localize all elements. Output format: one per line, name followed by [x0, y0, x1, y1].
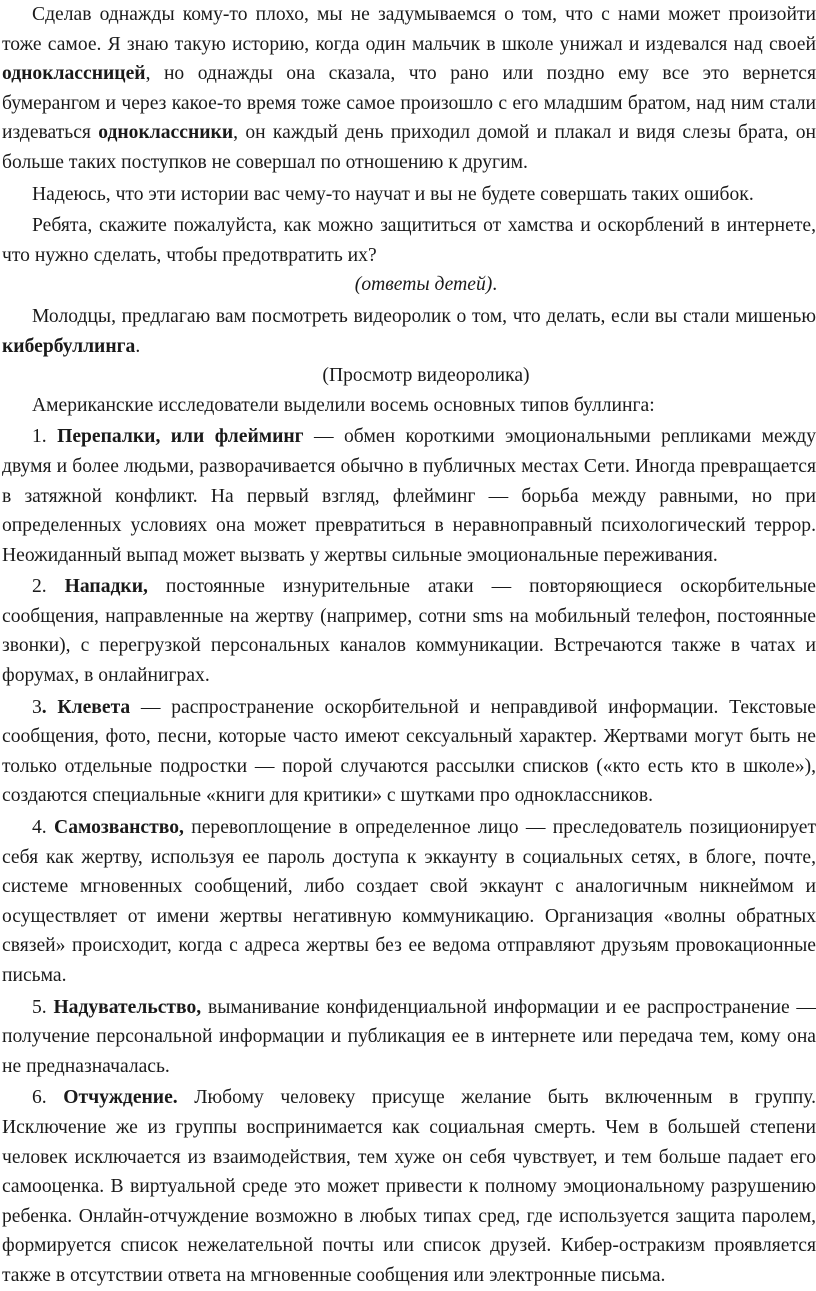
bold-term: кибербуллинга	[2, 335, 136, 357]
paragraph-story: Сделав однажды кому-то плохо, мы не задумываемся о том, что с нами может произойти тоже самое. Я знаю такую историю, когда один мальчик в школе унижал и издевался над своей одноклассницей, но однажды она сказала, что рано или поздно ему все это вернется бумерангом и через какое-то время тоже самое произошло с его младшим братом, над ним стали издеваться одноклассники, он каждый день приходил домой и плакал и видя слезы брата, он больше таких поступков не совершал по отношению к другим.	[2, 4, 816, 173]
video-note: (Просмотр видеоролика)	[322, 365, 530, 387]
item-title: Надувательство,	[53, 996, 202, 1018]
list-item: 6. Отчуждение. Любому человеку присуще желание быть включенным в группу. Исключение же из группы воспринимается как социальная смерть. Чем в большей степени человек исключается из взаимодействия, тем хуже он себя чувствует, и тем больше падает его самооценка. В виртуальной среде это может привести к полному эмоциональному разрушению ребенка. Онлайн-отчуждение возможно в любых типах сред, где используется защита паролем, формируется список нежелательной почты или список друзей. Кибер-остракизм проявляется также в отсутствии ответа на мгновенные сообщения или электронные письма.	[2, 1087, 816, 1286]
children-answers: (ответы детей).	[354, 274, 498, 296]
item-title: Перепалки, или флейминг	[57, 426, 304, 448]
paragraph-question: Ребята, скажите пожалуйста, как можно защититься от хамства и оскорблений в интернете, что нужно сделать, чтобы предотвратить их?	[2, 215, 816, 266]
item-title: Отчуждение.	[63, 1087, 178, 1109]
item-title: . Клевета	[41, 696, 131, 718]
bold-term: одноклассницей	[2, 63, 146, 85]
list-item: 4. Самозванство, перевоплощение в определенное лицо — преследователь позиционирует себя как жертву, используя ее пароль доступа к эккаунту в социальных сетях, в блоге, почте, системе мгновенных сообщений, либо создает свой эккаунт с аналогичным никнеймом и осуществляет от имени жертвы негативную коммуникацию. Организация «волны обратных связей» происходит, когда с адреса жертвы без ее ведома отправляют друзьям провокационные письма.	[2, 817, 816, 986]
list-item: 3. Клевета — распространение оскорбительной и неправдивой информации. Текстовые сообщения, фото, песни, которые часто имеют сексуальный характер. Жертвами могут быть не только отдельные подростки — порой случаются рассылки списков («кто есть кто в школе»), создаются специальные «книги для критики» с шутками про одноклассников.	[2, 696, 816, 807]
item-title: Нападки,	[64, 576, 148, 598]
item-title: Самозванство,	[54, 817, 184, 839]
list-item: 5. Надувательство, выманивание конфиденциальной информации и ее распространение — получение персональной информации и публикация ее в интернете или передача тем, кому она не предназначалась.	[2, 996, 816, 1077]
paragraph-video-intro: Молодцы, предлагаю вам посмотреть видеоролик о том, что делать, если вы стали мишенью кибербуллинга.	[2, 305, 816, 357]
list-item: 2. Нападки, постоянные изнурительные атаки — повторяющиеся оскорбительные сообщения, направленные на жертву (например, сотни sms на мобильный телефон, постоянные звонки), с перегрузкой персональных каналов коммуникации. Встречаются также в чатах и форумах, в онлайниграх.	[2, 576, 816, 687]
bold-term: одноклассники	[98, 122, 234, 144]
list-item: 1. Перепалки, или флейминг — обмен короткими эмоциональными репликами между двумя и более людьми, разворачивается обычно в публичных местах Сети. Иногда превращается в затяжной конфликт. На первый взгляд, флейминг — борьба между равными, но при определенных условиях она может превратиться в неравноправный психологический террор. Неожиданный выпад может вызвать у жертвы сильные эмоциональные переживания.	[2, 426, 816, 566]
paragraph-hope: Надеюсь, что эти истории вас чему-то научат и вы не будете совершать таких ошибок.	[32, 183, 754, 205]
paragraph-types-intro: Американские исследователи выделили восемь основных типов буллинга:	[32, 394, 655, 416]
